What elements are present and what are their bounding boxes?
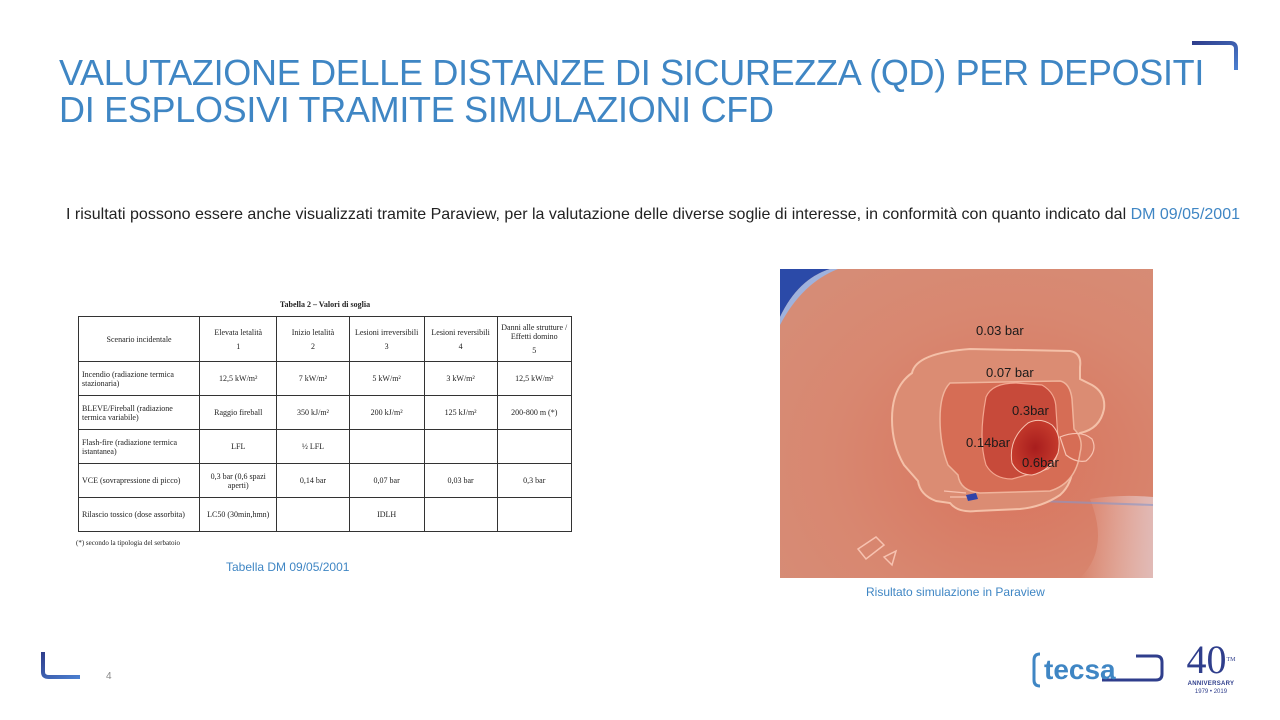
table-cell: 0,3 bar	[497, 464, 571, 498]
table-cell: 200 kJ/m²	[349, 396, 424, 430]
table-cell: VCE (sovrapressione di picco)	[79, 464, 200, 498]
header-col-5: Danni alle strutture / Effetti domino 5	[497, 317, 571, 362]
table-cell: Rilascio tossico (dose assorbita)	[79, 498, 200, 532]
label-007-bar: 0.07 bar	[986, 365, 1034, 380]
table-cell: LC50 (30min,hmn)	[200, 498, 277, 532]
table-row	[79, 362, 572, 396]
table-cell: BLEVE/Fireball (radiazione termica variabile)	[79, 396, 200, 430]
table-cell	[349, 430, 424, 464]
table-cell: 0,14 bar	[277, 464, 349, 498]
simulation-figure-caption: Risultato simulazione in Paraview	[866, 585, 1045, 599]
label-003-bar: 0.03 bar	[976, 323, 1024, 338]
table-cell: 7 kW/m²	[277, 362, 349, 396]
intro-paragraph	[66, 199, 1248, 231]
corner-bracket-bottom-left	[40, 652, 80, 680]
table-cell: 200-800 m (*)	[497, 396, 571, 430]
table-row	[79, 396, 572, 430]
table-row	[79, 498, 572, 532]
table-cell	[424, 430, 497, 464]
table-cell: 3 kW/m²	[424, 362, 497, 396]
header-col-1: Elevata letalità 1	[200, 317, 277, 362]
table-cell: IDLH	[349, 498, 424, 532]
table-cell: 0,3 bar (0,6 spazi aperti)	[200, 464, 277, 498]
intro-text: I risultati possono essere anche visualizzati tramite Paraview, per la valutazione delle diverse soglie di interesse, in conformità con quanto indicato dal	[66, 206, 1131, 223]
anniversary-label: ANNIVERSARY	[1187, 681, 1235, 687]
header-col-4: Lesioni reversibili 4	[424, 317, 497, 362]
simulation-image	[780, 269, 1153, 578]
table-cell: 350 kJ/m²	[277, 396, 349, 430]
label-014-bar: 0.14bar	[966, 435, 1011, 450]
table-row	[79, 430, 572, 464]
table-cell: Flash-fire (radiazione termica istantanea)	[79, 430, 200, 464]
table-cell: 125 kJ/m²	[424, 396, 497, 430]
table-cell: 5 kW/m²	[349, 362, 424, 396]
table-footnote: (*) secondo la tipologia del serbatoio	[76, 539, 180, 547]
table-cell: Raggio fireball	[200, 396, 277, 430]
header-col-2: Inizio letalità 2	[277, 317, 349, 362]
svg-text:tecsa: tecsa	[1044, 654, 1116, 685]
table-caption: Tabella 2 – Valori di soglia	[279, 300, 371, 309]
table-cell: 0,07 bar	[349, 464, 424, 498]
anniversary-number: 40™	[1186, 637, 1236, 682]
table-cell	[277, 498, 349, 532]
table-figure-caption: Tabella DM 09/05/2001	[226, 560, 350, 574]
page-number: 4	[106, 671, 112, 682]
anniversary-years: 1979 • 2019	[1194, 689, 1228, 695]
table-cell	[497, 430, 571, 464]
label-03-bar: 0.3bar	[1012, 403, 1049, 418]
table-cell: 12,5 kW/m²	[497, 362, 571, 396]
threshold-table	[78, 316, 572, 532]
table-cell: LFL	[200, 430, 277, 464]
header-scenario: Scenario incidentale	[79, 317, 200, 362]
table-cell: 0,03 bar	[424, 464, 497, 498]
table-row	[79, 464, 572, 498]
title-line-2: DI ESPLOSIVI TRAMITE SIMULAZIONI CFD	[59, 89, 774, 130]
title-line-1: VALUTAZIONE DELLE DISTANZE DI SICUREZZA (QD) PER DEPOSITI	[59, 52, 1205, 93]
table-cell: 12,5 kW/m²	[200, 362, 277, 396]
table-cell	[497, 498, 571, 532]
table-cell: ½ LFL	[277, 430, 349, 464]
label-06-bar: 0.6bar	[1022, 455, 1059, 470]
table-header-row	[79, 317, 572, 362]
dm-reference-link[interactable]: DM 09/05/2001	[1130, 206, 1240, 223]
header-col-3: Lesioni irreversibili 3	[349, 317, 424, 362]
anniversary-badge	[1180, 637, 1242, 704]
table-cell: Incendio (radiazione termica stazionaria)	[79, 362, 200, 396]
tecsa-logo	[1032, 650, 1166, 690]
page-title	[59, 54, 1209, 128]
table-cell	[424, 498, 497, 532]
